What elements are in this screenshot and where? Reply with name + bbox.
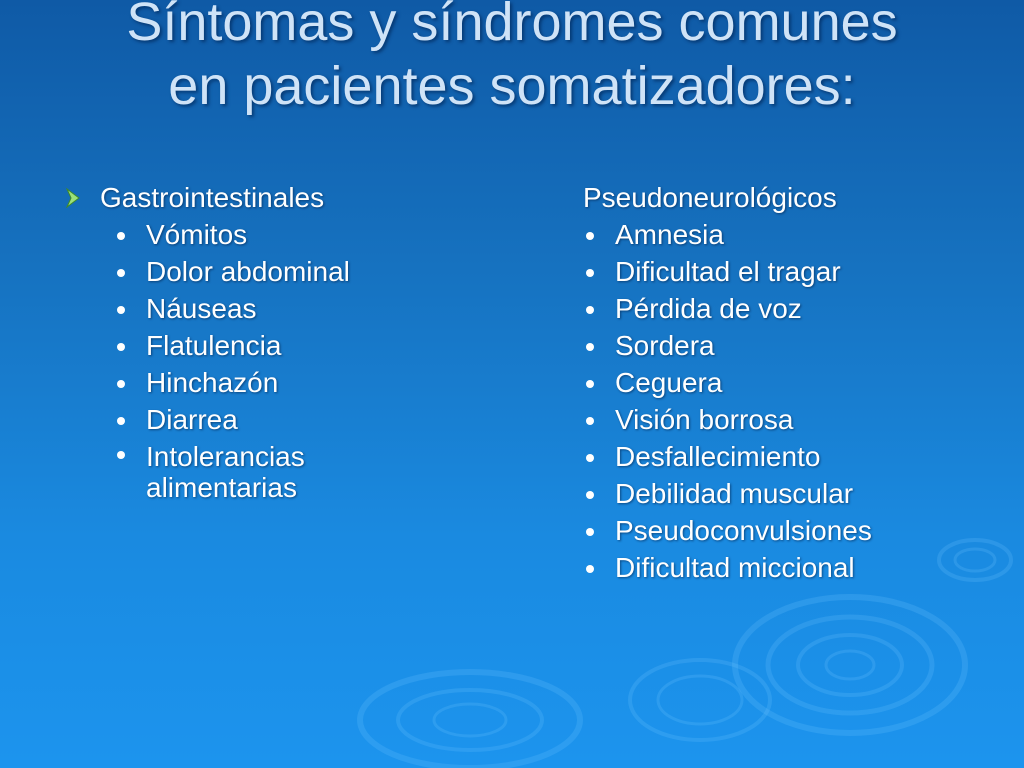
round-bullet-icon bbox=[117, 306, 125, 314]
round-bullet-icon bbox=[117, 232, 125, 240]
round-bullet-icon bbox=[586, 232, 594, 240]
list-item: Diarrea bbox=[62, 401, 522, 438]
round-bullet-icon bbox=[586, 565, 594, 573]
right-symptom-list bbox=[583, 216, 1013, 586]
list-item: Dificultad miccional bbox=[583, 549, 1013, 586]
list-item: Amnesia bbox=[583, 216, 1013, 253]
list-item: Dolor abdominal bbox=[62, 253, 522, 290]
round-bullet-icon bbox=[586, 269, 594, 277]
list-item: Ceguera bbox=[583, 364, 1013, 401]
right-column bbox=[583, 179, 1013, 586]
round-bullet-icon bbox=[586, 454, 594, 462]
left-column bbox=[62, 179, 522, 503]
chevron-arrow-icon bbox=[66, 188, 80, 208]
list-item: Hinchazón bbox=[62, 364, 522, 401]
list-item: Intolerancias alimentarias bbox=[62, 438, 522, 503]
left-heading-label: Gastrointestinales bbox=[100, 182, 325, 213]
round-bullet-icon bbox=[586, 417, 594, 425]
list-item: Flatulencia bbox=[62, 327, 522, 364]
round-bullet-icon bbox=[117, 380, 125, 388]
round-bullet-icon bbox=[117, 269, 125, 277]
round-bullet-icon bbox=[117, 417, 125, 425]
list-item: Pseudoconvulsiones bbox=[583, 512, 1013, 549]
round-bullet-icon bbox=[586, 380, 594, 388]
list-item: Debilidad muscular bbox=[583, 475, 1013, 512]
list-item: Sordera bbox=[583, 327, 1013, 364]
round-bullet-icon bbox=[586, 306, 594, 314]
slide-title bbox=[0, 0, 1024, 118]
left-symptom-list bbox=[62, 216, 522, 503]
round-bullet-icon bbox=[586, 343, 594, 351]
round-bullet-icon bbox=[117, 451, 125, 459]
list-item: Dificultad el tragar bbox=[583, 253, 1013, 290]
list-item: Desfallecimiento bbox=[583, 438, 1013, 475]
round-bullet-icon bbox=[586, 491, 594, 499]
list-item: Náuseas bbox=[62, 290, 522, 327]
right-heading: Pseudoneurológicos bbox=[583, 182, 837, 213]
round-bullet-icon bbox=[117, 343, 125, 351]
list-item: Vómitos bbox=[62, 216, 522, 253]
list-item: Visión borrosa bbox=[583, 401, 1013, 438]
round-bullet-icon bbox=[586, 528, 594, 536]
slide-title-line-2: en pacientes somatizadores: bbox=[168, 56, 856, 116]
slide-title-line-1: Síntomas y síndromes comunes bbox=[126, 0, 898, 52]
left-heading bbox=[62, 179, 522, 216]
list-item: Pérdida de voz bbox=[583, 290, 1013, 327]
